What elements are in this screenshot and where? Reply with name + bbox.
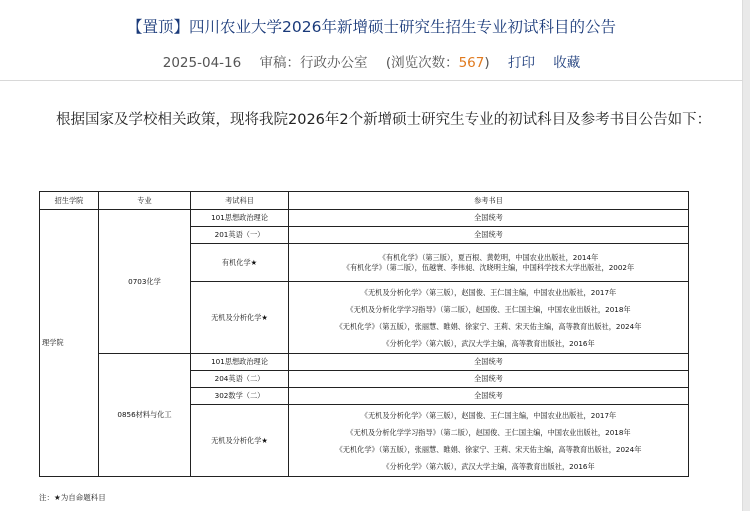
divider [0, 80, 743, 81]
view-count-label: (浏览次数： [385, 55, 459, 71]
subject-cell: 无机及分析化学★ [191, 282, 289, 354]
reference-line: 《有机化学》（第三版），夏百根、黄乾明，中国农业出版社，2014年 [378, 252, 599, 262]
subject-cell: 无机及分析化学★ [191, 405, 289, 477]
exam-subjects-table [39, 191, 689, 477]
publish-date: 2025-04-16 [162, 55, 242, 71]
reviewer: 审稿：行政办公室 [259, 55, 368, 71]
college-cell: 理学院 [40, 210, 99, 477]
major-cell: 0703化学 [99, 210, 191, 354]
subject-cell: 有机化学★ [191, 244, 289, 282]
table-row [40, 210, 689, 227]
reference-cell: 全国统考 [289, 227, 689, 244]
intro-paragraph: 根据国家及学校相关政策，现将我院2026年2个新增硕士研究生专业的初试科目及参考书目公告如下： [56, 112, 712, 128]
subject-cell: 201英语（一） [191, 227, 289, 244]
reference-cell: 全国统考 [289, 371, 689, 388]
header-college: 招生学院 [40, 192, 99, 210]
header-reference: 参考书目 [289, 192, 689, 210]
header-major: 专业 [99, 192, 191, 210]
reference-cell: 全国统考 [289, 354, 689, 371]
subject-cell: 101思想政治理论 [191, 210, 289, 227]
article-meta [0, 51, 743, 71]
subject-cell: 302数学（二） [191, 388, 289, 405]
view-count-suffix: ) [484, 55, 490, 71]
reference-line: 《无机及分析化学》（第三版），赵国俊、王仁国主编，中国农业出版社，2017年 [360, 410, 617, 420]
reference-line: 《有机化学》（第二版），伍越寰、李伟昶、沈晓明主编，中国科学技术大学出版社，2002年 [342, 262, 635, 272]
reference-cell [289, 282, 689, 354]
reference-cell [289, 244, 689, 282]
article-title: 【置顶】四川农业大学2026年新增硕士研究生招生专业初试科目的公告 [127, 18, 616, 36]
reference-cell: 全国统考 [289, 388, 689, 405]
reference-line: 《无机及分析化学学习指导》（第二版），赵国俊、王仁国主编，中国农业出版社，2018年 [346, 427, 631, 437]
reference-line: 《无机及分析化学》（第三版），赵国俊、王仁国主编，中国农业出版社，2017年 [360, 287, 617, 297]
table-header-row [40, 192, 689, 210]
table-note: 注：★为自命题科目 [39, 493, 106, 502]
reference-line: 《分析化学》（第六版），武汉大学主编，高等教育出版社，2016年 [382, 461, 595, 471]
print-link[interactable]: 打印 [507, 55, 535, 71]
table-row [40, 354, 689, 371]
view-count [386, 55, 490, 71]
major-cell: 0856材料与化工 [99, 354, 191, 477]
reference-line: 《无机化学》（第五版），张丽慧、睢娟、徐家宁、王莉、宋天佑主编，高等教育出版社，2024年 [335, 321, 642, 331]
reference-line: 《无机及分析化学学习指导》（第二版），赵国俊、王仁国主编，中国农业出版社，2018年 [346, 304, 631, 314]
subject-cell: 204英语（二） [191, 371, 289, 388]
header-subject: 考试科目 [191, 192, 289, 210]
reference-line: 《分析化学》（第六版），武汉大学主编，高等教育出版社，2016年 [382, 338, 595, 348]
reference-cell: 全国统考 [289, 210, 689, 227]
reference-line: 《无机化学》（第五版），张丽慧、睢娟、徐家宁、王莉、宋天佑主编，高等教育出版社，2024年 [335, 444, 642, 454]
reference-cell [289, 405, 689, 477]
page-scrollbar[interactable] [742, 0, 750, 511]
view-count-value: 567 [458, 55, 485, 71]
favorite-link[interactable]: 收藏 [553, 55, 581, 71]
subject-cell: 101思想政治理论 [191, 354, 289, 371]
